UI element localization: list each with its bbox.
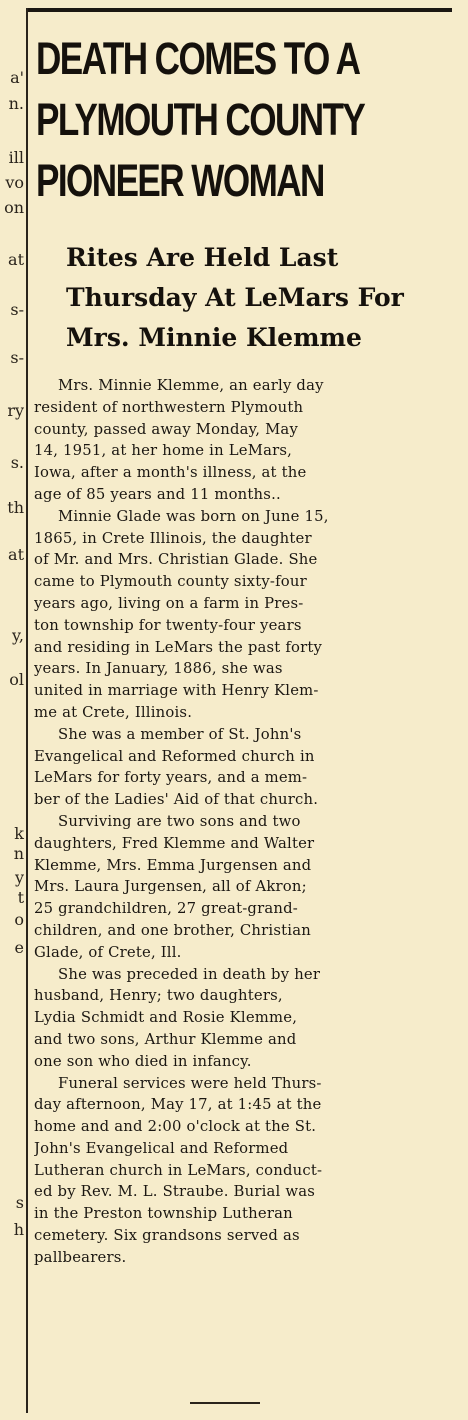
body-line: Surviving are two sons and two <box>58 812 301 830</box>
body-line: 1865, in Crete Illinois, the daughter <box>34 529 312 547</box>
subheadline-line: Mrs. Minnie Klemme <box>66 323 362 352</box>
body-line: and residing in LeMars the past forty <box>34 638 323 656</box>
fragment-text: n. <box>8 94 24 113</box>
fragment-text: s- <box>10 348 24 367</box>
fragment-text: at <box>8 545 24 564</box>
body-line: came to Plymouth county sixty-four <box>34 573 307 591</box>
body-line: one son who died in infancy. <box>34 1052 252 1070</box>
body-line: resident of northwestern Plymouth <box>34 398 304 416</box>
adjacent-column-fragments <box>0 0 26 1420</box>
headline-line: PIONEER WOMAN <box>36 155 324 206</box>
fragment-text: ry <box>7 401 24 420</box>
top-rule <box>28 8 452 12</box>
fragment-text: e <box>14 938 24 957</box>
headline <box>36 28 365 211</box>
fragment-text: th <box>7 498 24 517</box>
body-line: 25 grandchildren, 27 great-grand- <box>34 900 298 918</box>
body-line: daughters, Fred Klemme and Walter <box>34 834 315 852</box>
subheadline-line: Thursday At LeMars For <box>66 283 404 312</box>
fragment-text: k <box>14 824 24 843</box>
fragment-text: s <box>15 1193 24 1212</box>
body-line: years. In January, 1886, she was <box>34 660 283 678</box>
body-line: cemetery. Six grandsons served as <box>34 1227 300 1245</box>
body-line: ed by Rev. M. L. Straube. Burial was <box>34 1183 316 1201</box>
body-line: ber of the Ladies' Aid of that church. <box>34 791 319 809</box>
body-line: day afternoon, May 17, at 1:45 at the <box>34 1096 322 1114</box>
article-body <box>34 375 450 1269</box>
body-line: Glade, of Crete, Ill. <box>34 943 182 961</box>
fragment-text: at <box>8 250 24 269</box>
headline-line: PLYMOUTH COUNTY <box>36 94 365 145</box>
body-line: LeMars for forty years, and a mem- <box>34 769 308 787</box>
subheadline-line: Rites Are Held Last <box>66 243 339 272</box>
fragment-text: vo <box>5 173 24 192</box>
body-line: She was a member of St. John's <box>58 725 302 743</box>
fragment-text: h <box>13 1220 24 1239</box>
subheadline <box>66 238 456 358</box>
fragment-text: on <box>4 198 24 217</box>
column-rule <box>26 8 28 1413</box>
body-line: of Mr. and Mrs. Christian Glade. She <box>34 551 318 569</box>
body-line: 14, 1951, at her home in LeMars, <box>34 442 293 460</box>
body-line: home and and 2:00 o'clock at the St. <box>34 1118 317 1136</box>
body-line: Mrs. Laura Jurgensen, all of Akron; <box>34 878 307 896</box>
body-line: Evangelical and Reformed church in <box>34 747 315 765</box>
body-line: Lydia Schmidt and Rosie Klemme, <box>34 1009 298 1027</box>
fragment-text: s. <box>10 453 24 472</box>
fragment-text: s- <box>10 300 24 319</box>
body-line: Funeral services were held Thurs- <box>58 1074 322 1092</box>
body-line: Minnie Glade was born on June 15, <box>58 507 329 525</box>
end-rule <box>190 1402 260 1404</box>
body-line: children, and one brother, Christian <box>34 921 311 939</box>
fragment-text: n <box>13 844 24 863</box>
body-line: united in marriage with Henry Klem- <box>34 682 319 700</box>
body-line: Klemme, Mrs. Emma Jurgensen and <box>34 856 312 874</box>
body-line: Lutheran church in LeMars, conduct- <box>34 1161 323 1179</box>
fragment-text: ol <box>9 670 24 689</box>
body-line: She was preceded in death by her <box>58 965 321 983</box>
body-line: county, passed away Monday, May <box>34 420 299 438</box>
fragment-text: y, <box>12 626 24 645</box>
body-line: husband, Henry; two daughters, <box>34 987 283 1005</box>
body-line: John's Evangelical and Reformed <box>34 1139 289 1157</box>
body-line: Mrs. Minnie Klemme, an early day <box>58 377 324 394</box>
fragment-text: t <box>17 888 24 907</box>
body-line: me at Crete, Illinois. <box>34 703 193 721</box>
body-line: Iowa, after a month's illness, at the <box>34 464 307 482</box>
body-line: years ago, living on a farm in Pres- <box>34 594 304 612</box>
body-line: pallbearers. <box>34 1248 127 1266</box>
body-line: ton township for twenty-four years <box>34 616 302 634</box>
fragment-text: ill <box>8 148 24 167</box>
body-line: and two sons, Arthur Klemme and <box>34 1030 297 1048</box>
body-line: age of 85 years and 11 months.. <box>34 485 281 503</box>
headline-line: DEATH COMES TO A <box>36 33 360 84</box>
body-line: in the Preston township Lutheran <box>34 1205 293 1223</box>
fragment-text: y <box>14 868 24 887</box>
fragment-text: o <box>14 910 24 929</box>
fragment-text: a' <box>10 68 24 87</box>
